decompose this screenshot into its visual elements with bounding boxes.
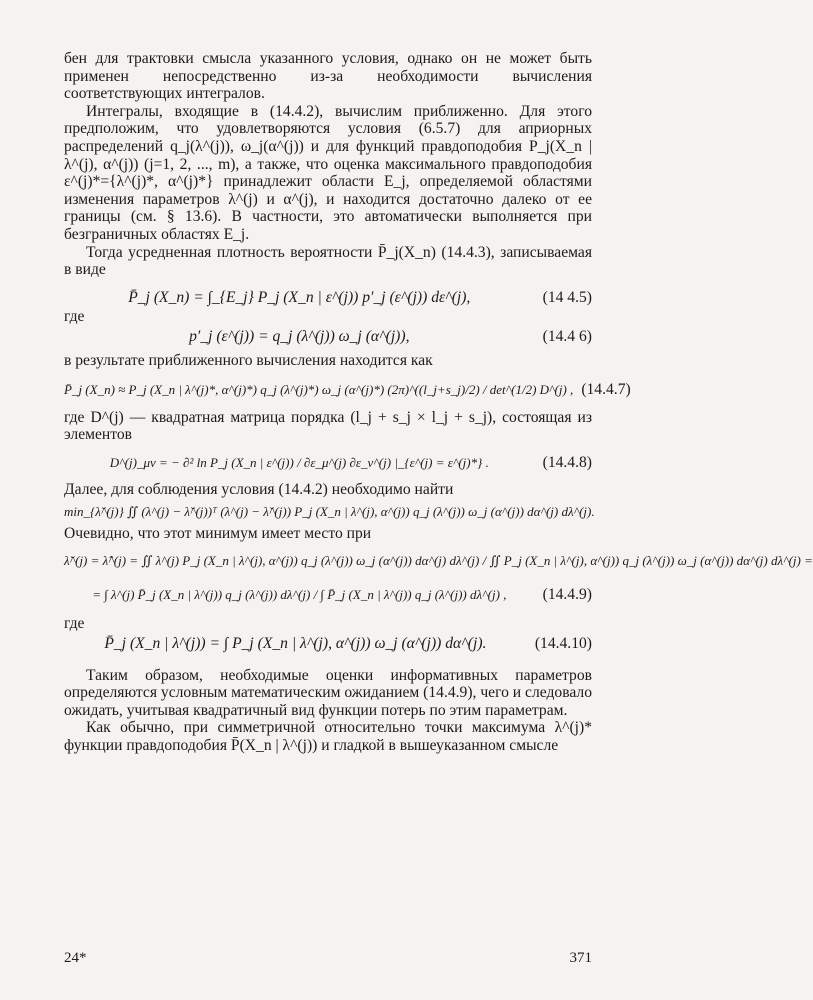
paragraph: Очевидно, что этот минимум имеет место при: [64, 524, 372, 542]
equation-body: P̄_j (X_n) ≈ P_j (X_n | λ^(j)*, α^(j)*) q_j (λ^(j)*) ω_j (α^(j)*) (2π)^((l_j+s_j)/2) / det^(1/2) D^(j) ,: [64, 382, 574, 398]
equation-body: P̄_j (X_n) = ∫_{E_j} P_j (X_n | ε^(j)) p′_j (ε^(j)) dε^(j),: [128, 288, 471, 306]
equation-number: (14.4.9): [542, 585, 592, 603]
paragraph: Как обычно, при симметричной относительно точки максимума λ^(j)* функции правдоподобия P̄(X_n | λ^(j)) и гладкой в вышеуказанном смысле: [64, 719, 592, 754]
equation-body: P̄_j (X_n | λ^(j)) = ∫ P_j (X_n | λ^(j), α^(j)) ω_j (α^(j)) dα^(j).: [104, 635, 487, 653]
paragraph: где D^(j) — квадратная матрица порядка (l_j + s_j × l_j + s_j), состоящая из элементов: [64, 408, 592, 444]
equation-number: (14.4.8): [542, 453, 592, 471]
page-footer: [64, 950, 592, 967]
paragraph: Тогда усредненная плотность вероятности P̄_j(X_n) (14.4.3), записываемая в виде: [64, 243, 592, 279]
equation-number: (14 4.5): [542, 288, 592, 306]
equation-14-4-10: [64, 635, 592, 653]
equation-number: (14.4.7): [581, 381, 631, 399]
page-body: [64, 50, 813, 755]
page-number: 371: [569, 950, 592, 966]
signature-mark: 24*: [64, 950, 87, 966]
paragraph: Таким образом, необходимые оценки информативных параметров определяются условным математическим ожиданием (14.4.9), чего и следовало ожидать, учитывая квадратичный вид функции потерь по этим параметрам.: [64, 666, 592, 719]
paragraph: где: [64, 615, 85, 633]
paragraph: в результате приближенного вычисления находится как: [64, 351, 433, 369]
equation-number: (14.4 6): [542, 327, 592, 345]
paragraph: где: [64, 308, 85, 326]
equation-14-4-5: [64, 289, 592, 307]
equation-14-4-7: [64, 381, 631, 399]
paragraph: Далее, для соблюдения условия (14.4.2) необходимо найти: [64, 481, 454, 499]
equation-14-4-6: [64, 328, 592, 346]
equation-14-4-8: [64, 454, 592, 472]
equation-body: p′_j (ε^(j)) = q_j (λ^(j)) ω_j (α^(j)),: [189, 327, 410, 345]
equation-14-4-9: [64, 586, 592, 604]
equation-number: (14.4.10): [534, 635, 592, 653]
paragraph: бен для трактовки смысла указанного условия, однако он не может быть применен непосредственно из-за необходимости вычисления соответствующих интегралов.: [64, 50, 592, 103]
equation-body: min_{λ̆^(j)} ∬ (λ^(j) − λ̆^(j))ᵀ (λ^(j) − λ̆^(j)) P_j (X_n | λ^(j), α^(j)) q_j (λ^(j)) ω_j (α^(j)) dα^(j) dλ^(j).: [64, 504, 595, 520]
equation-body: D^(j)_μν = − ∂² ln P_j (X_n | ε^(j)) / ∂ε_μ^(j) ∂ε_ν^(j) |_{ε^(j) = ε^(j)*} .: [109, 454, 489, 470]
paragraph: Интегралы, входящие в (14.4.2), вычислим приближенно. Для этого предположим, что удовлетворяются условия (6.5.7) для априорных распределений q_j(λ^(j)), ω_j(α^(j)) и для функций правдоподобия P_j(X_n | λ^(j), α^(j)) (j=1, 2, ..., m), а также, что оценка максимального правдоподобия ε^(j)*={λ^(j)*, α^(j)*} принадлежит области E_j, определяемой областями изменения параметров λ^(j) и α^(j), и находится достаточно далеко от ее границы (см. § 13.6). В частности, это автоматически выполняется при безграничных областях E_j.: [64, 102, 592, 243]
equation-body: = ∫ λ^(j) P̄_j (X_n | λ^(j)) q_j (λ^(j)) dλ^(j) / ∫ P̄_j (X_n | λ^(j)) q_j (λ^(j)) dλ^(j) ,: [92, 586, 507, 602]
equation-min: [64, 503, 595, 521]
equation-estimate: [64, 552, 813, 570]
equation-body: λ̆^(j) = λ̂^(j) = ∬ λ^(j) P_j (X_n | λ^(j), α^(j)) q_j (λ^(j)) ω_j (α^(j)) dα^(j) dλ^(j) / ∬ P_j (X_n | λ^(j), α^(j)) q_j (λ^(j)) ω_j (α^(j)) dα^(j) dλ^(j) =: [64, 553, 813, 569]
